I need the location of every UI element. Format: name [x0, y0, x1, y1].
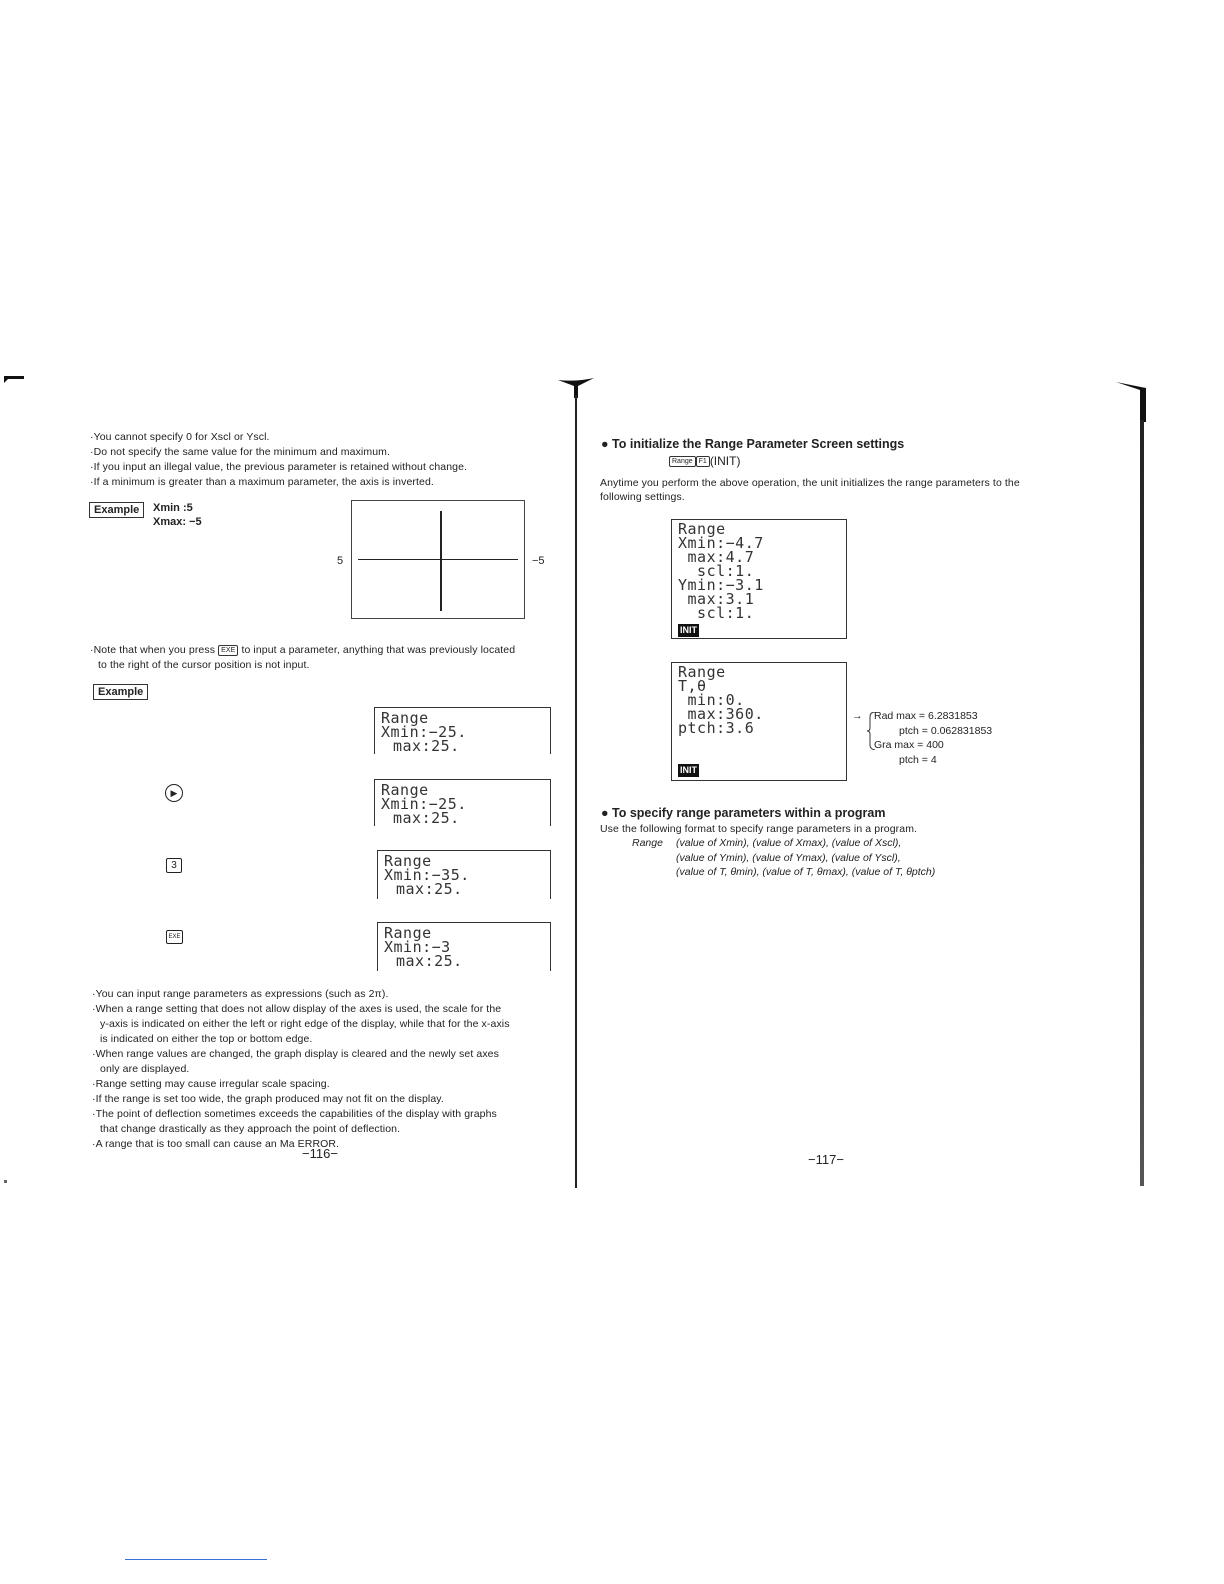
notes-bottom — [92, 987, 557, 1152]
lcd-line: Xmin:−25. — [381, 795, 467, 813]
arrow-icon: → — [852, 710, 863, 722]
note-line: ·If the range is set too wide, the graph produced may not fit on the display. — [92, 1093, 444, 1105]
init-key-sequence — [669, 454, 740, 468]
lcd-line: max:25. — [396, 880, 463, 898]
lcd-line: Range — [384, 924, 432, 942]
lcd-line: max:25. — [396, 952, 463, 970]
bullet-icon: ● — [601, 806, 613, 820]
note-line: ·You cannot specify 0 for Xscl or Yscl. — [90, 431, 270, 443]
heading-initialize — [601, 437, 904, 451]
footer-rule — [125, 1559, 267, 1560]
note-line: ·A range that is too small can cause an Ma ERROR. — [92, 1138, 340, 1150]
corner-mark-left — [4, 376, 24, 384]
right-edge-line — [1140, 420, 1144, 1186]
heading-initialize-text: To initialize the Range Parameter Screen settings — [612, 437, 905, 451]
format-lines — [676, 836, 935, 880]
range-screen-step3 — [377, 850, 551, 899]
note-line: ·If a minimum is greater than a maximum parameter, the axis is inverted. — [90, 476, 434, 488]
rad-ptch: ptch = 0.062831853 — [899, 725, 993, 737]
note-exe-text2: to input a parameter, anything that was previously located — [241, 644, 516, 656]
example1-xmin: Xmin :5 — [153, 502, 193, 514]
note-line: y-axis is indicated on either the left or right edge of the display, while that for the x-axis — [100, 1018, 510, 1030]
init-function-label: INIT — [680, 765, 697, 775]
example-label: Example — [93, 684, 148, 700]
init-function-label: INIT — [680, 625, 697, 635]
key-3-icon — [166, 858, 182, 873]
heading-program — [601, 806, 886, 820]
lcd-line: Xmin:−4.7 — [678, 534, 764, 552]
format-line: (value of Ymin), (value of Ymax), (value of Yscl), — [676, 851, 901, 864]
graph-y-axis — [440, 511, 442, 611]
note-exe — [90, 643, 515, 658]
init-paragraph-line2: following settings. — [600, 491, 685, 503]
lcd-line: min:0. — [678, 691, 745, 709]
note-line: ·The point of deflection sometimes exceeds the capabilities of the display with graphs — [92, 1108, 497, 1120]
note-line: ·Range setting may cause irregular scale spacing. — [92, 1078, 330, 1090]
lcd-line: Range — [678, 663, 726, 681]
program-paragraph: Use the following format to specify range parameters in a program. — [600, 823, 918, 835]
range-screen-step1 — [374, 707, 551, 754]
center-fold-line — [575, 395, 577, 1188]
lcd-line: Xmin:−3 — [384, 938, 451, 956]
range-screen-default — [671, 519, 847, 639]
example-label: Example — [89, 502, 144, 518]
lcd-line: Ymin:−3.1 — [678, 576, 764, 594]
notes-top — [90, 430, 560, 490]
heading-program-text: To specify range parameters within a program — [612, 806, 886, 820]
f1-key-icon: F1 — [696, 456, 710, 467]
tick-mark — [4, 1180, 7, 1183]
lcd-line: max:25. — [393, 809, 460, 827]
note-line: ·When range values are changed, the graph display is cleared and the newly set axes — [92, 1048, 499, 1060]
note-line: ·When a range setting that does not allow display of the axes is used, the scale for the — [92, 1003, 502, 1015]
init-paragraph-line1: Anytime you perform the above operation, the unit initializes the range parameters to the — [600, 477, 1020, 489]
exe-key-icon — [166, 930, 183, 944]
example2-badge — [93, 682, 148, 700]
lcd-line: Xmin:−35. — [384, 866, 470, 884]
example1-params — [153, 501, 202, 529]
lcd-line: max:3.1 — [678, 590, 755, 608]
bullet-icon: ● — [601, 437, 613, 451]
range-screen-step2 — [374, 779, 551, 826]
note-line: ·If you input an illegal value, the previous parameter is retained without change. — [90, 461, 468, 473]
range-key-icon: Range — [669, 456, 696, 467]
lcd-line: scl:1. — [678, 604, 755, 622]
right-cursor-key-icon — [165, 784, 183, 802]
gra-ptch: ptch = 4 — [899, 754, 937, 766]
lcd-line: Range — [381, 709, 429, 727]
note-line: only are displayed. — [100, 1063, 190, 1075]
note-line: ·Do not specify the same value for the minimum and maximum. — [90, 446, 391, 458]
lcd-line: Range — [381, 781, 429, 799]
gra-max: Gra max = 400 — [874, 739, 944, 751]
rad-max: Rad max = 6.2831853 — [874, 710, 978, 722]
init-label: (INIT) — [709, 454, 741, 468]
graph-right-label: −5 — [532, 555, 545, 567]
left-page — [90, 430, 560, 490]
key-3-label: 3 — [171, 860, 177, 871]
note-line: is indicated on either the top or bottom edge. — [100, 1033, 313, 1045]
lcd-line: Xmin:−25. — [381, 723, 467, 741]
format-line: (value of T, θmin), (value of T, θmax), (value of T, θptch) — [676, 866, 936, 878]
lcd-line: scl:1. — [678, 562, 755, 580]
note-exe-text1: ·Note that when you press — [90, 644, 216, 656]
example1-xmax: Xmax: −5 — [153, 516, 202, 528]
graph-left-label: 5 — [337, 555, 344, 567]
lcd-line: Range — [678, 520, 726, 538]
note-exe-line2: to the right of the cursor position is not input. — [98, 659, 310, 671]
example1-graph-screen — [351, 500, 525, 619]
example1-badge — [89, 500, 144, 518]
lcd-line: Range — [384, 852, 432, 870]
range-screen-theta — [671, 662, 847, 781]
lcd-line: ptch:3.6 — [678, 719, 755, 737]
lcd-line: max:4.7 — [678, 548, 755, 566]
lcd-line: max:25. — [393, 737, 460, 755]
format-line: (value of Xmin), (value of Xmax), (value of Xscl), — [676, 837, 902, 849]
page-number-right: −117− — [808, 1152, 844, 1167]
page-number-left: −116− — [302, 1146, 338, 1161]
note-line: that change drastically as they approach the point of deflection. — [100, 1123, 401, 1135]
format-keyword: Range — [632, 837, 663, 849]
exe-key-label: EXE — [168, 934, 181, 940]
exe-key-icon: EXE — [218, 645, 238, 656]
right-arrow-icon: ▶ — [170, 788, 178, 798]
lcd-line: T,θ — [678, 677, 707, 695]
graph-x-axis — [358, 559, 518, 560]
theta-side-note — [852, 709, 993, 766]
lcd-line: max:360. — [678, 705, 764, 723]
range-screen-step4 — [377, 922, 551, 971]
note-line: ·You can input range parameters as expressions (such as 2π). — [92, 988, 389, 1000]
binding-mark-right — [1116, 382, 1146, 422]
